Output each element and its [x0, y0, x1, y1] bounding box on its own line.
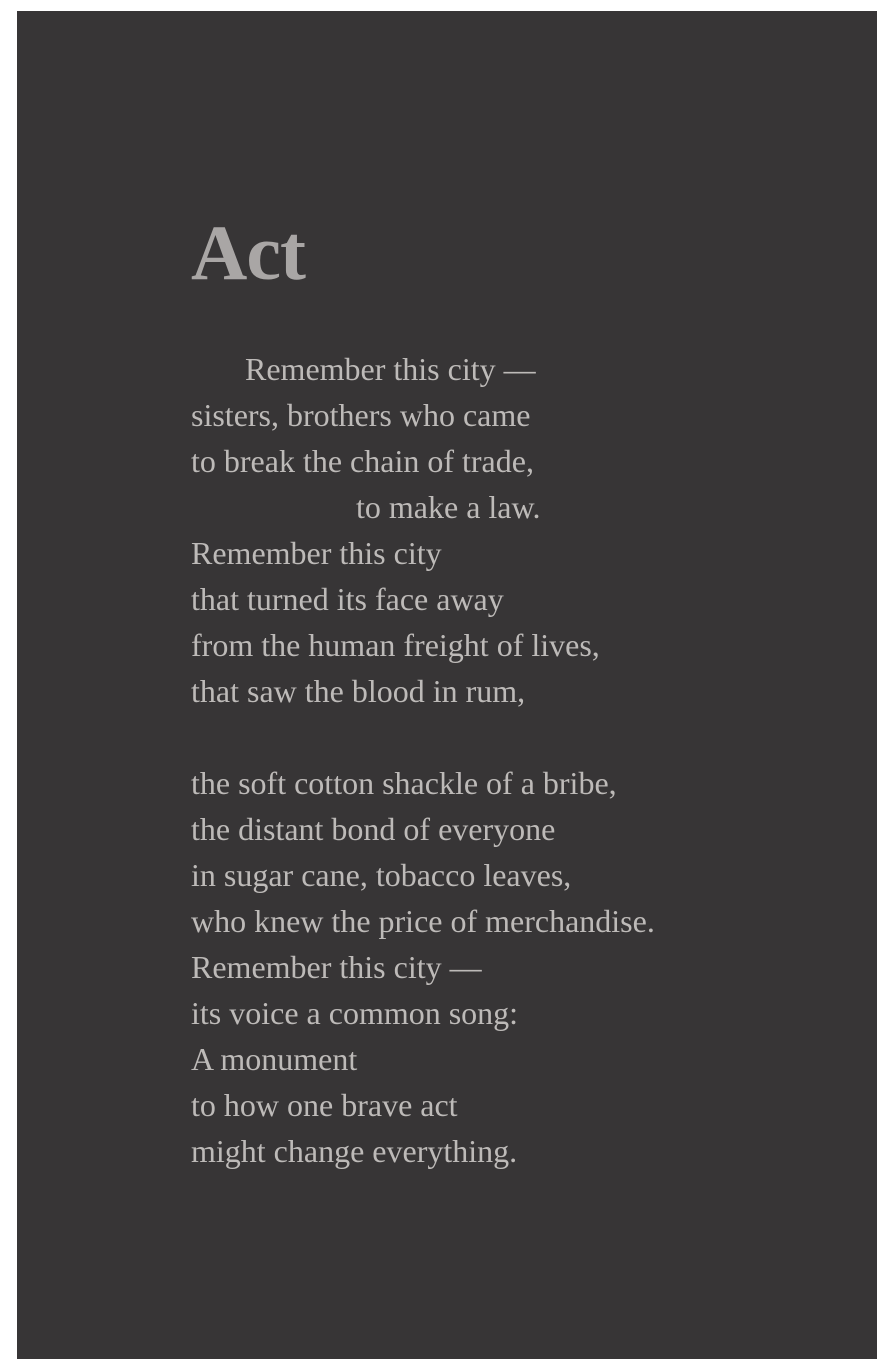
poem-line: that turned its face away [191, 581, 504, 617]
poem-line: to break the chain of trade, [191, 443, 534, 479]
poem-line: from the human freight of lives, [191, 627, 600, 663]
poem-line: the soft cotton shackle of a bribe, [191, 765, 617, 801]
poem-line: the distant bond of everyone [191, 811, 556, 847]
poem-page [17, 11, 877, 1359]
poem-line: who knew the price of merchandise. [191, 903, 655, 939]
stanza-2 [191, 760, 831, 1174]
poem-line: might change everything. [191, 1133, 518, 1169]
poem-line: in sugar cane, tobacco leaves, [191, 857, 572, 893]
poem-body [191, 346, 831, 1174]
stanza-1 [191, 346, 831, 714]
poem-title: Act [191, 209, 305, 296]
poem-line: that saw the blood in rum, [191, 673, 526, 709]
stanza-break [191, 714, 831, 760]
poem-line: Remember this city — [191, 949, 482, 985]
poem-line: Remember this city — [245, 351, 536, 387]
poem-line: to make a law. [356, 489, 541, 525]
poem-line: Remember this city [191, 535, 442, 571]
poem-line: sisters, brothers who came [191, 397, 531, 433]
poem-line: A monument [191, 1041, 358, 1077]
poem-line: its voice a common song: [191, 995, 519, 1031]
poem-line: to how one brave act [191, 1087, 458, 1123]
